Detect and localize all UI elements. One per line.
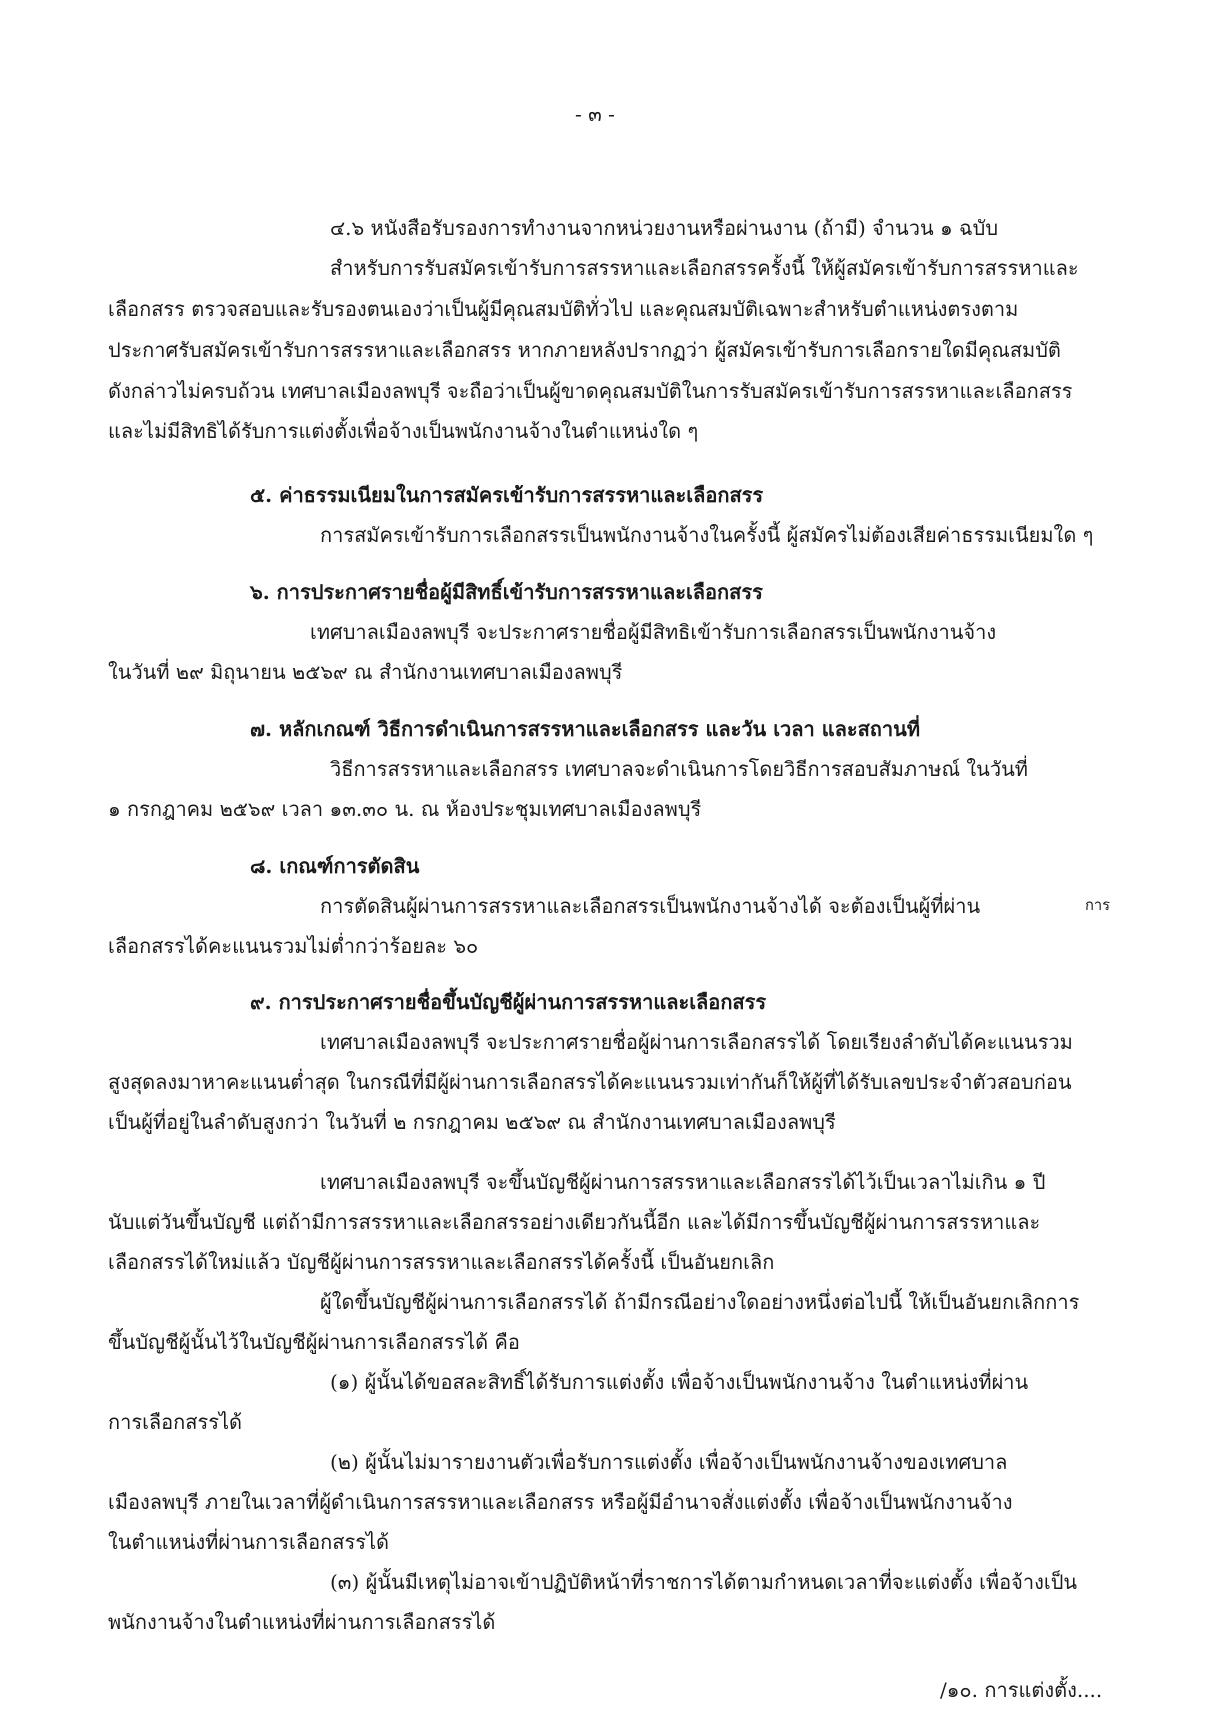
condition-1-line-1: (๑) ผู้นั้นได้ขอสละสิทธิ์ได้รับการแต่งตั้ง เพื่อจ้างเป็นพนักงานจ้าง ในตำแหน่งที่ผ่าน [330, 1370, 1029, 1394]
section-6-line-1: เทศบาลเมืองลพบุรี จะประกาศรายชื่อผู้มีสิทธิเข้ารับการเลือกสรรเป็นพนักงานจ้าง [310, 620, 997, 644]
section-9-p3-line-2: ขึ้นบัญชีผู้นั้นไว้ในบัญชีผู้ผ่านการเลือกสรรได้ คือ [108, 1330, 520, 1354]
section-9-p3-line-1: ผู้ใดขึ้นบัญชีผู้ผ่านการเลือกสรรได้ ถ้ามีกรณีอย่างใดอย่างหนึ่งต่อไปนี้ ให้เป็นอันยกเลิกการ [320, 1290, 1080, 1314]
intro-line-4: ดังกล่าวไม่ครบถ้วน เทศบาลเมืองลพบุรี จะถือว่าเป็นผู้ขาดคุณสมบัติในการรับสมัครเข้ารับการสรรหาและเลือกสรร [108, 379, 1073, 403]
condition-3-line-1: (๓) ผู้นั้นมีเหตุไม่อาจเข้าปฏิบัติหน้าที่ราชการได้ตามกำหนดเวลาที่จะแต่งตั้ง เพื่อจ้างเป็น [330, 1570, 1078, 1594]
section-8-line-1-end: การ [1085, 897, 1111, 914]
intro-line-3: ประกาศรับสมัครเข้ารับการสรรหาและเลือกสรร หากภายหลังปรากฏว่า ผู้สมัครเข้ารับการเลือกรายใดมีคุณสมบัติ [108, 338, 1061, 362]
continuation-note: /๑๐. การแต่งตั้ง.... [940, 1678, 1103, 1702]
condition-3-line-2: พนักงานจ้างในตำแหน่งที่ผ่านการเลือกสรรได้ [108, 1610, 496, 1634]
item-4-6: ๔.๖ หนังสือรับรองการทำงานจากหน่วยงานหรือผ่านงาน (ถ้ามี) จำนวน ๑ ฉบับ [330, 216, 999, 240]
section-9-p1-line-2: สูงสุดลงมาหาคะแนนต่ำสุด ในกรณีที่มีผู้ผ่านการเลือกสรรได้คะแนนรวมเท่ากันก็ให้ผู้ที่ได้รับเลขประจำตัวสอบก่อน [108, 1070, 1072, 1094]
condition-2-line-1: (๒) ผู้นั้นไม่มารายงานตัวเพื่อรับการแต่งตั้ง เพื่อจ้างเป็นพนักงานจ้างของเทศบาล [330, 1450, 1008, 1474]
section-9-p1-line-1: เทศบาลเมืองลพบุรี จะประกาศรายชื่อผู้ผ่านการเลือกสรรได้ โดยเรียงลำดับได้คะแนนรวม [320, 1030, 1073, 1054]
page-number: - ๓ - [575, 102, 615, 126]
section-9-p2-line-2: นับแต่วันขึ้นบัญชี แต่ถ้ามีการสรรหาและเลือกสรรอย่างเดียวกันนี้อีก และได้มีการขึ้นบัญชีผู้ผ่านการสรรหาและ [108, 1210, 1041, 1234]
section-5-heading: ๕. ค่าธรรมเนียมในการสมัครเข้ารับการสรรหาและเลือกสรร [250, 483, 764, 507]
section-6-heading: ๖. การประกาศรายชื่อผู้มีสิทธิ์เข้ารับการสรรหาและเลือกสรร [250, 580, 763, 604]
section-7-line-2: ๑ กรกฎาคม ๒๕๖๙ เวลา ๑๓.๓๐ น. ณ ห้องประชุมเทศบาลเมืองลพบุรี [108, 797, 702, 821]
section-9-p1-line-3: เป็นผู้ที่อยู่ในลำดับสูงกว่า ในวันที่ ๒ กรกฎาคม ๒๕๖๙ ณ สำนักงานเทศบาลเมืองลพบุรี [108, 1110, 836, 1134]
intro-line-1: สำหรับการรับสมัครเข้ารับการสรรหาและเลือกสรรครั้งนี้ ให้ผู้สมัครเข้ารับการสรรหาและ [330, 256, 1079, 280]
section-7-line-1: วิธีการสรรหาและเลือกสรร เทศบาลจะดำเนินการโดยวิธีการสอบสัมภาษณ์ ในวันที่ [330, 757, 1028, 781]
section-9-heading: ๙. การประกาศรายชื่อขึ้นบัญชีผู้ผ่านการสรรหาและเลือกสรร [250, 990, 767, 1014]
section-8-line-1: การตัดสินผู้ผ่านการสรรหาและเลือกสรรเป็นพนักงานจ้างได้ จะต้องเป็นผู้ที่ผ่าน [320, 894, 981, 918]
condition-2-line-2: เมืองลพบุรี ภายในเวลาที่ผู้ดำเนินการสรรหาและเลือกสรร หรือผู้มีอำนาจสั่งแต่งตั้ง เพื่อจ้างเป็นพนักงานจ้าง [108, 1490, 1013, 1514]
section-6-line-2: ในวันที่ ๒๙ มิถุนายน ๒๕๖๙ ณ สำนักงานเทศบาลเมืองลพบุรี [108, 660, 623, 684]
section-5-line-1: การสมัครเข้ารับการเลือกสรรเป็นพนักงานจ้างในครั้งนี้ ผู้สมัครไม่ต้องเสียค่าธรรมเนียมใด ๆ [320, 523, 1094, 547]
condition-1-line-2: การเลือกสรรได้ [108, 1410, 243, 1434]
section-9-p2-line-3: เลือกสรรได้ใหม่แล้ว บัญชีผู้ผ่านการสรรหาและเลือกสรรได้ครั้งนี้ เป็นอันยกเลิก [108, 1250, 775, 1274]
intro-line-5: และไม่มีสิทธิได้รับการแต่งตั้งเพื่อจ้างเป็นพนักงานจ้างในตำแหน่งใด ๆ [108, 419, 699, 443]
section-8-heading: ๘. เกณฑ์การตัดสิน [250, 854, 420, 878]
condition-2-line-3: ในตำแหน่งที่ผ่านการเลือกสรรได้ [108, 1530, 390, 1554]
section-8-line-2: เลือกสรรได้คะแนนรวมไม่ต่ำกว่าร้อยละ ๖๐ [108, 934, 479, 958]
intro-line-2: เลือกสรร ตรวจสอบและรับรองตนเองว่าเป็นผู้มีคุณสมบัติทั่วไป และคุณสมบัติเฉพาะสำหรับตำแหน่งตรงตาม [108, 297, 1019, 321]
section-7-heading: ๗. หลักเกณฑ์ วิธีการดำเนินการสรรหาและเลือกสรร และวัน เวลา และสถานที่ [250, 717, 920, 741]
section-9-p2-line-1: เทศบาลเมืองลพบุรี จะขึ้นบัญชีผู้ผ่านการสรรหาและเลือกสรรได้ไว้เป็นเวลาไม่เกิน ๑ ปี [320, 1170, 1046, 1194]
